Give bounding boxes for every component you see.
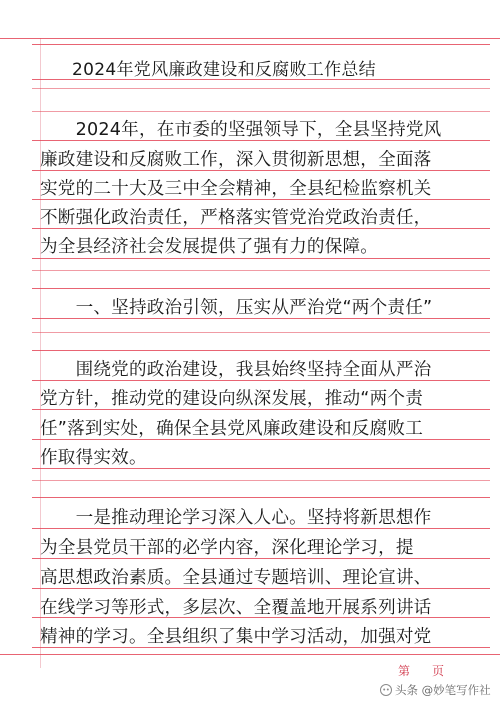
paragraph-line: 不断强化政治责任，严格落实管党治党政治责任， xyxy=(40,208,432,228)
ruled-line xyxy=(32,111,490,112)
paragraph-line: 任”落到实处，确保全县党风廉政建设和反腐败工 xyxy=(40,419,423,439)
ruled-line xyxy=(32,270,490,271)
ruled-line xyxy=(32,497,490,498)
ruled-line xyxy=(32,332,490,333)
paragraph-line: 在线学习等形式，多层次、全覆盖地开展系列讲话 xyxy=(40,598,432,618)
paragraph-line: 实党的二十大及三中全会精神，全县纪检监察机关 xyxy=(40,179,432,199)
paragraph-line: 围绕党的政治建设，我县始终坚持全面从严治 xyxy=(40,360,432,380)
ruled-line xyxy=(32,288,490,289)
ruled-line xyxy=(32,350,490,351)
paragraph-line: 为全县党员干部的必学内容，深化理论学习，提 xyxy=(40,538,414,558)
ruled-line xyxy=(0,38,500,39)
ruled-line xyxy=(32,258,490,259)
paragraph-line: 精神的学习。全县组织了集中学习活动，加强对党 xyxy=(40,627,432,647)
paragraph-line: 2024年，在市委的坚强领导下，全县坚持党风 xyxy=(40,120,442,140)
toutiao-logo-icon xyxy=(380,684,392,696)
section-heading: 一、坚持政治引领，压实从严治党“两个责任” xyxy=(40,298,433,318)
watermark-text: 头条 @妙笔写作社 xyxy=(395,683,491,697)
ruled-line xyxy=(32,44,490,45)
paragraph-line: 为全县经济社会发展提供了强有力的保障。 xyxy=(40,237,379,257)
paragraph-line: 高思想政治素质。全县通过专题培训、理论宣讲、 xyxy=(40,568,432,588)
ruled-line xyxy=(32,88,490,89)
watermark xyxy=(380,682,491,698)
ruled-line xyxy=(0,654,500,655)
paragraph-line: 党方针，推动党的建设向纵深发展，推动“两个责 xyxy=(40,389,423,409)
paragraph-line: 作取得实效。 xyxy=(40,448,147,468)
page-number-label: 第页 xyxy=(398,664,467,678)
document-title: 2024年党风廉政建设和反腐败工作总结 xyxy=(72,60,376,80)
paragraph-line: 廉政建设和反腐败工作，深入贯彻新思想，全面落 xyxy=(40,150,432,170)
ruled-line xyxy=(32,480,490,481)
paragraph-line: 一是推动理论学习深入人心。坚持将新思想作 xyxy=(40,508,432,528)
